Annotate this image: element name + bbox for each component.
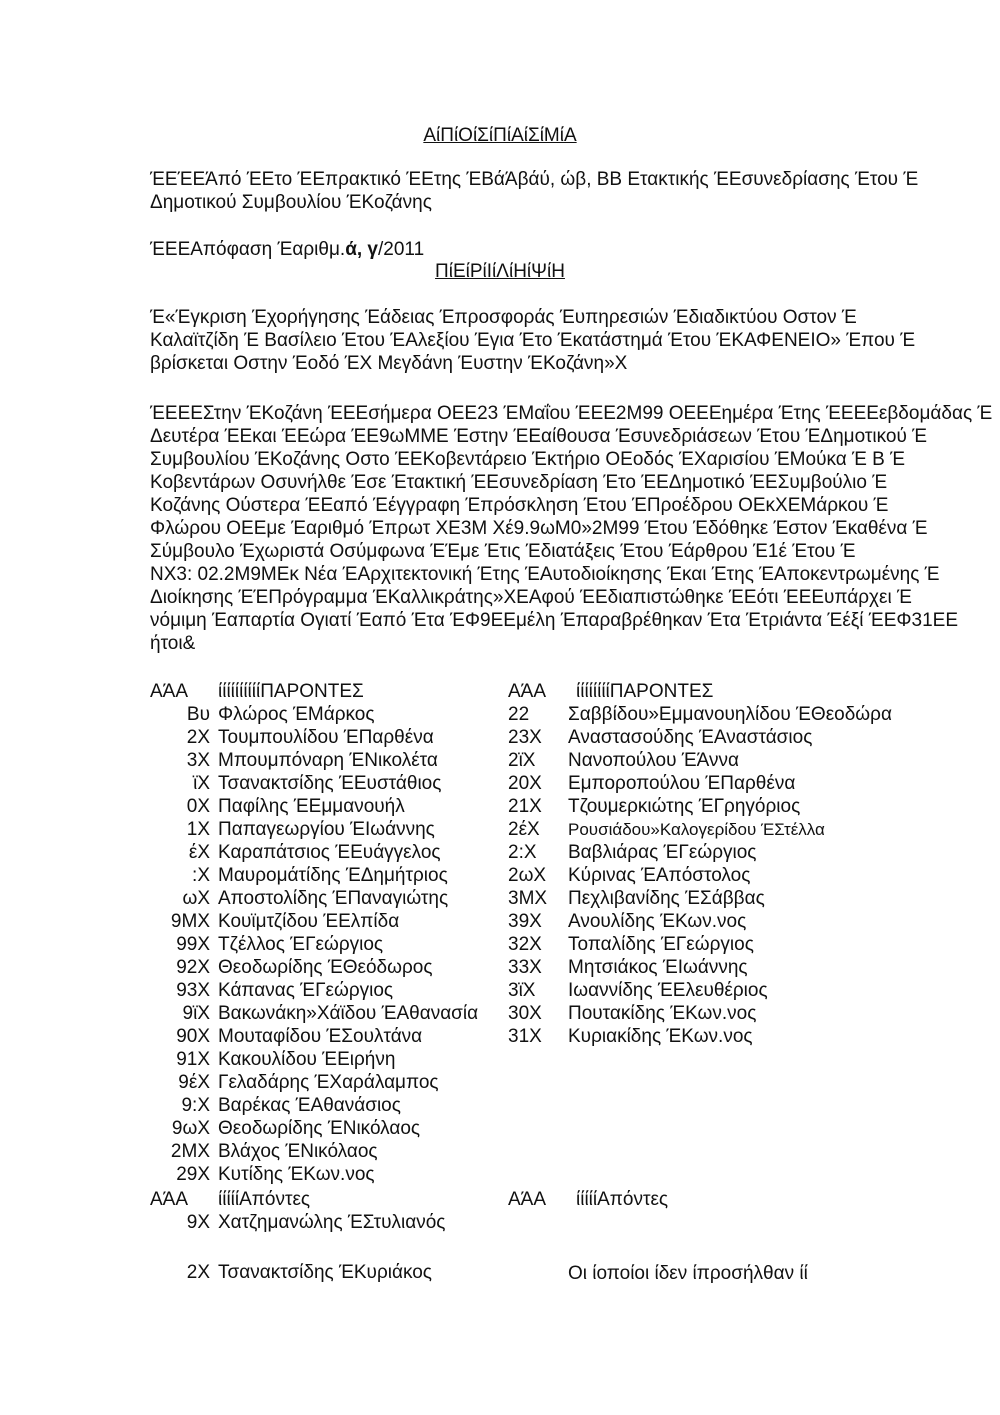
body-line: Κοζάνης Ούστερα ΈΕαπό Έέγγραφη Έπρόσκληση Έτου ΈΠροέδρου ΟΕκΧΕΜάρκου Έ <box>150 495 889 516</box>
member-row <box>508 864 888 887</box>
member-name: Μαυρομάτίδης ΈΔημήτριος <box>218 865 448 886</box>
member-row <box>508 841 888 864</box>
row-number: 2Χ <box>186 727 210 748</box>
member-name: Παφίλης ΈΕμμανουήλ <box>218 796 405 817</box>
member-name: Γελαδάρης ΈΧαράλαμπος <box>218 1072 439 1093</box>
row-number: 2:Χ <box>508 842 537 863</box>
row-number: :Χ <box>192 865 210 886</box>
body-line: ήτοι& <box>150 633 196 654</box>
member-name: Κουϊμτζίδου ΈΕλπίδα <box>218 911 400 932</box>
member-name: Νανοπούλου ΈΆννα <box>568 750 739 771</box>
member-row <box>508 772 888 795</box>
subject-line: Έ«Έγκριση Έχορήγησης Έάδειας Έπροσφοράς Έυπηρεσιών Έδιαδικτύου Οστον Έ <box>150 307 857 328</box>
row-number: ϊΧ <box>193 773 210 794</box>
absent-header-left <box>150 1188 510 1211</box>
row-number: 20Χ <box>508 773 542 794</box>
row-number: 9ωΧ <box>171 1118 210 1139</box>
member-row <box>508 1002 888 1025</box>
member-name: Βαβλιάρας ΈΓεώργιος <box>568 842 757 863</box>
member-name: Πεχλιβανίδης ΈΣάββας <box>568 888 765 909</box>
decision-prefix: ΈΕΕΑπόφαση Έαριθμ. <box>150 239 346 260</box>
member-row <box>150 841 510 864</box>
member-name: Χατζημανώλης ΈΣτυλιανός <box>218 1212 446 1233</box>
present-right-list <box>508 703 892 1048</box>
member-name: Τουμπουλίδου ΈΠαρθένα <box>218 727 434 748</box>
row-number: 9:Χ <box>181 1095 210 1116</box>
body-line: Συμβουλίου ΈΚοζάνης Οστο ΈΕΚοβεντάρειο Έκτήριο ΟΕοδός ΈΧαρισίου ΈΜούκα Έ Β Έ <box>150 449 906 470</box>
member-row <box>150 1025 510 1048</box>
member-row <box>150 1048 510 1071</box>
member-name: Μουταφίδου ΈΣουλτάνα <box>218 1026 423 1047</box>
absent-header-right <box>508 1188 888 1211</box>
body-line: Δευτέρα ΈΕκαι ΈΕώρα ΈΕ9ωΜΜΕ Έστην ΈΕαίθουσα Έσυνεδριάσεων Έτου ΈΔημοτικού Έ <box>150 426 928 447</box>
row-number: 91Χ <box>176 1049 210 1070</box>
member-name: Τσανακτσίδης ΈΚυριάκος <box>218 1262 432 1283</box>
row-number: 0Χ <box>186 796 210 817</box>
row-number: 2Χ <box>186 1262 210 1283</box>
row-number: 9Χ <box>186 1212 210 1233</box>
present-label: ίίίίίίίίίίΠΑΡΟΝΤΕΣ <box>218 681 364 702</box>
member-name: Τζουμερκιώτης ΈΓρηγόριος <box>568 796 801 817</box>
body-paragraph <box>150 402 993 655</box>
member-row <box>150 703 510 726</box>
absent-label: ίίίίίΑπόντες <box>576 1189 669 1210</box>
member-name: Βακωνάκη»Χάϊδου ΈΑθανασία <box>218 1003 479 1024</box>
member-row <box>508 956 888 979</box>
row-number: 9ΜΧ <box>170 911 210 932</box>
row-number: 2έΧ <box>508 819 540 840</box>
member-name: Καραπάτσιος ΈΕυάγγελος <box>218 842 441 863</box>
aa-label: ΑΆΑ <box>508 1189 547 1210</box>
member-name: Παπαγεωργίου ΈΙωάννης <box>218 819 435 840</box>
subject-line: Καλαϊτζίδη Έ Βασίλειο Έτου ΈΑλεξίου Έγια Έτο Έκατάστημά Έτου ΈΚΑΦΕΝΕΙΟ» Έπου Έ <box>150 330 916 351</box>
member-name: Πουτακίδης ΈΚων.νος <box>568 1003 757 1024</box>
member-row <box>150 772 510 795</box>
member-row <box>508 910 888 933</box>
member-name: Βαρέκας ΈΑθανάσιος <box>218 1095 401 1116</box>
row-number: 29Χ <box>176 1164 210 1185</box>
member-row <box>150 864 510 887</box>
row-number: 3ϊΧ <box>508 980 536 1001</box>
absent-label: ίίίίίΑπόντες <box>218 1189 311 1210</box>
member-row <box>508 726 888 749</box>
decision-number <box>150 238 424 261</box>
member-row <box>150 795 510 818</box>
row-number: 39Χ <box>508 911 542 932</box>
member-row <box>150 1117 510 1140</box>
intro-line: ΈΕΈΕΆπό ΈΕτο ΈΕπρακτικό ΈΕτης ΈΒάΆβάύ, ώβ, ΒΒ Ετακτικής ΈΕσυνεδρίασης Έτου Έ <box>150 169 919 190</box>
body-line: ΈΕΕΕΣτην ΈΚοζάνη ΈΕΕσήμερα ΟΕΕ23 ΈΜαΐου ΈΕΕ2Μ99 ΟΕΕΕημέρα Έτης ΈΕΕΕεβδομάδας Έ <box>150 403 993 424</box>
decision-suffix: /2011 <box>378 239 425 260</box>
row-number: 2ΜΧ <box>170 1141 210 1162</box>
member-row <box>150 726 510 749</box>
member-row <box>150 887 510 910</box>
row-number: 2ϊΧ <box>508 750 536 771</box>
member-row <box>150 979 510 1002</box>
row-number: 22 <box>508 704 530 725</box>
present-header-right <box>508 680 888 703</box>
present-right-column <box>508 680 892 1048</box>
absent-row <box>150 1261 510 1284</box>
member-row <box>150 1002 510 1025</box>
intro-paragraph <box>150 168 919 214</box>
row-number: 21Χ <box>508 796 542 817</box>
member-name: Μητσιάκος ΈΙωάννης <box>568 957 748 978</box>
member-name: Τοπαλίδης ΈΓεώργιος <box>568 934 754 955</box>
decision-bold: ά, γ <box>345 239 378 260</box>
member-row <box>150 1163 510 1186</box>
member-name: Κυριακίδης ΈΚων.νος <box>568 1026 753 1047</box>
row-number: 92Χ <box>176 957 210 978</box>
member-row <box>508 749 888 772</box>
aa-label: ΑΆΑ <box>150 681 189 702</box>
member-row <box>508 703 892 726</box>
body-line: Διοίκησης ΈΈΠρόγραμμα ΈΚαλλικράτης»ΧΕΑφού ΈΕδιαπιστώθηκε ΈΕότι ΈΕΕυπάρχει Έ <box>150 587 912 608</box>
row-number: 33Χ <box>508 957 542 978</box>
intro-line: Δημοτικού Συμβουλίου ΈΚοζάνης <box>150 192 432 213</box>
aa-label: ΑΆΑ <box>150 1189 189 1210</box>
row-number: έΧ <box>188 842 210 863</box>
member-name: Τσανακτσίδης ΈΕυστάθιος <box>218 773 442 794</box>
absent-left-column <box>150 1188 510 1284</box>
member-name: Σαββίδου»Εμμανουηλίδου ΈΘεοδώρα <box>568 704 892 725</box>
row-number: 9έΧ <box>178 1072 210 1093</box>
row-number: Βυ <box>186 704 210 725</box>
member-name: Βλάχος ΈΝικόλαος <box>218 1141 378 1162</box>
row-number: 99Χ <box>176 934 210 955</box>
member-name: Θεοδωρίδης ΈΝικόλαος <box>218 1118 421 1139</box>
member-row <box>150 1140 510 1163</box>
member-row <box>150 933 510 956</box>
row-number: 2ωΧ <box>508 865 547 886</box>
document-page <box>150 0 993 1415</box>
member-row <box>150 956 510 979</box>
member-row <box>508 887 888 910</box>
document-title: ΑίΠίΟίΣίΠίΑίΣίΜίΑ <box>423 125 577 146</box>
body-line: ΝΧ3: 02.2Μ9ΜΕκ Νέα ΈΑρχιτεκτονική Έτης ΈΑυτοδιοίκησης Έκαι Έτης ΈΑποκεντρωμένης Έ <box>150 564 940 585</box>
subject-paragraph <box>150 306 916 375</box>
member-row <box>508 795 888 818</box>
member-row <box>508 933 888 956</box>
member-row <box>150 910 510 933</box>
body-line: Σύμβουλο Έχωριστά Οσύμφωνα ΈΈμε Έτις Έδιατάξεις Έτου Έάρθρου Έ1έ Έτου Έ <box>150 541 856 562</box>
member-name: Θεοδωρίδης ΈΘεόδωρος <box>218 957 433 978</box>
member-row <box>150 818 510 841</box>
member-name: Ιωαννίδης ΈΕλευθέριος <box>568 980 768 1001</box>
member-name: Ρουσιάδου»Καλογερίδου ΈΣτέλλα <box>568 820 825 839</box>
absent-row <box>150 1211 510 1234</box>
row-number: 93Χ <box>176 980 210 1001</box>
member-name: Κύρινας ΈΑπόστολος <box>568 865 751 886</box>
body-line: Φλώρου ΟΕΕμε Έαριθμό Έπρωτ ΧΕ3Μ Χέ9.9ωΜ0»2Μ99 Έτου Έδόθηκε Έστον Έκαθένα Έ <box>150 518 928 539</box>
row-number: 90Χ <box>176 1026 210 1047</box>
body-line: Κοβεντάρων Οσυνήλθε Έσε Έτακτική ΈΕσυνεδρίαση Έτο ΈΕΔημοτικό ΈΕΣυμβούλιο Έ <box>150 472 888 493</box>
member-row <box>150 1094 510 1117</box>
member-row <box>150 1071 510 1094</box>
row-number: 3ΜΧ <box>508 888 548 909</box>
member-row <box>508 818 888 841</box>
member-name: Αναστασούδης ΈΑναστάσιος <box>568 727 813 748</box>
absent-right-column <box>508 1188 888 1211</box>
member-name: Κυτίδης ΈΚων.νος <box>218 1164 375 1185</box>
present-left-column <box>150 680 510 1186</box>
present-left-list <box>150 703 510 1186</box>
row-number: 30Χ <box>508 1003 542 1024</box>
member-name: Μπουμπόναρη ΈΝικολέτα <box>218 750 438 771</box>
row-number: 31Χ <box>508 1026 542 1047</box>
member-row <box>150 749 510 772</box>
row-number: 9ϊΧ <box>182 1003 210 1024</box>
member-name: Κακουλίδου ΈΕιρήνη <box>218 1049 396 1070</box>
subject-line: βρίσκεται Οστην Έοδό ΈΧ Μεγδάνη Έυστην ΈΚοζάνη»Χ <box>150 353 628 374</box>
present-label: ίίίίίίίίΠΑΡΟΝΤΕΣ <box>576 681 714 702</box>
row-number: 3Χ <box>186 750 210 771</box>
present-header-left <box>150 680 510 703</box>
row-number: 32Χ <box>508 934 542 955</box>
member-name: Τζέλλος ΈΓεώργιος <box>218 934 384 955</box>
member-row <box>508 1025 888 1048</box>
body-line: νόμιμη Έαπαρτία Ογιατί Έαπό Έτα ΈΦ9ΕΕμέλη Έπαραβρέθηκαν Έτα Έτριάντα Έέξί ΈΕΦ31ΕΕ <box>150 610 959 631</box>
member-name: Κάπανας ΈΓεώργιος <box>218 980 394 1001</box>
row-number: 23Χ <box>508 727 542 748</box>
member-name: Εμποροπούλου ΈΠαρθένα <box>568 773 796 794</box>
member-name: Φλώρος ΈΜάρκος <box>218 704 375 725</box>
member-name: Ανουλίδης ΈΚων.νος <box>568 911 747 932</box>
absent-note: Οι ίοποίοι ίδεν ίπροσήλθαν ίί <box>568 1263 808 1284</box>
aa-label: ΑΆΑ <box>508 681 547 702</box>
subject-title: ΠίΕίΡίΙίΛίΗίΨίΗ <box>435 261 565 282</box>
member-row <box>508 979 888 1002</box>
row-number: ωΧ <box>182 888 210 909</box>
member-name: Αποστολίδης ΈΠαναγιώτης <box>218 888 449 909</box>
row-number: 1Χ <box>186 819 210 840</box>
